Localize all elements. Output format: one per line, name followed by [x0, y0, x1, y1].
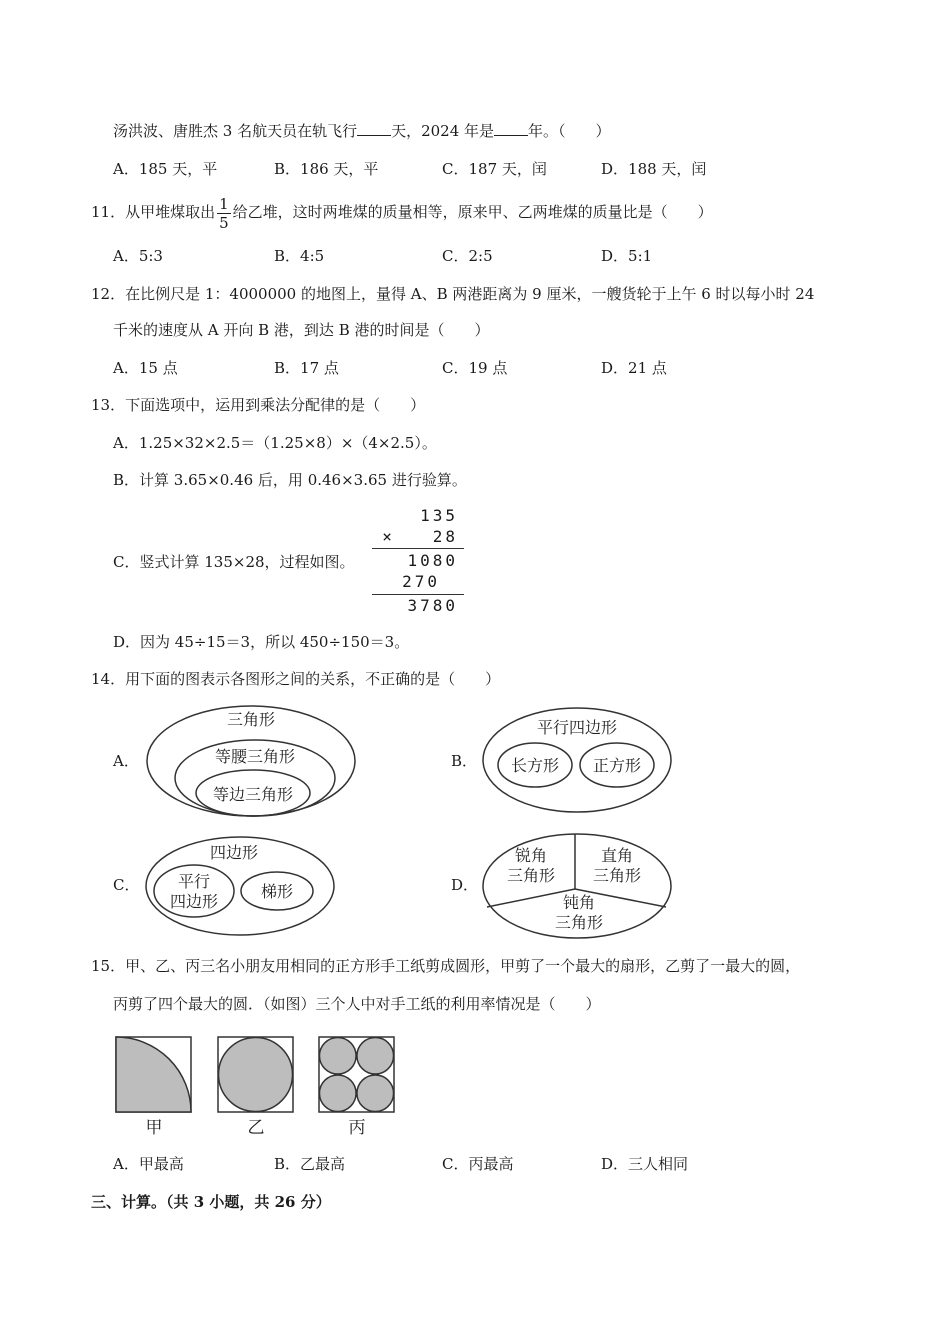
vertical-row-product: 3780: [407, 596, 458, 615]
q12-option-b: B．17 点: [274, 359, 339, 377]
q14-diagram-a: [143, 703, 359, 819]
figure-bing-circle-4: [357, 1075, 394, 1112]
q14-stem: 14．用下面的图表示各图形之间的关系，不正确的是（ ）: [91, 670, 501, 688]
q12-line-1: 12．在比例尺是 1：4000000 的地图上，量得 A、B 两港距离为 9 厘米，一艘货轮于上午 6 时以每小时 24: [91, 285, 815, 303]
q15-line-1: 15．甲、乙、丙三名小朋友用相同的正方形手工纸剪成圆形，甲剪了一个最大的扇形，乙剪了一最大的圆，: [91, 957, 801, 975]
diagram-a-middle-label: 等腰三角形: [214, 747, 296, 766]
figure-bing-circle-1: [319, 1037, 356, 1074]
q10-option-a: A．185 天，平: [113, 160, 218, 178]
figure-bing: [319, 1037, 394, 1138]
q14-diagram-d: [480, 831, 674, 941]
q13-option-c: C．竖式计算 135×28，过程如图。: [113, 553, 355, 571]
diagram-b-right-label: 正方形: [592, 756, 642, 775]
q10-option-c: C．187 天，闰: [442, 160, 547, 178]
multiplier-value: 28: [432, 527, 458, 546]
q15-option-a: A．甲最高: [113, 1155, 184, 1173]
q11-option-b: B．4:5: [274, 247, 325, 265]
q14-diagram-b: [480, 705, 674, 815]
q10-stem: [113, 121, 611, 141]
q11-fraction-denominator: 5: [219, 213, 229, 232]
q15-figures: [113, 1035, 398, 1140]
diagram-c-right-label: 梯形: [260, 882, 294, 901]
diagram-c-outer-label: 四边形: [209, 843, 259, 862]
q14-diagram-c: [143, 834, 337, 938]
diagram-b-left-label: 长方形: [510, 756, 560, 775]
q14-label-a: A．: [113, 752, 139, 770]
multiply-sign: ×: [382, 527, 395, 546]
q10-blank-1: [357, 121, 391, 136]
q15-option-c: C．丙最高: [442, 1155, 514, 1173]
figure-jia: [116, 1037, 191, 1138]
figure-yi-label: 乙: [247, 1118, 265, 1138]
q11-option-a: A．5:3: [113, 247, 163, 265]
diagram-c-left-label-2: 四边形: [169, 892, 219, 911]
q15-option-b: B．乙最高: [274, 1155, 346, 1173]
q10-option-d: D．188 天，闰: [601, 160, 707, 178]
q12-option-a: A．15 点: [113, 359, 178, 377]
diagram-d-obtuse-label-2: 三角形: [554, 913, 604, 932]
diagram-d-obtuse-label-1: 钝角: [562, 893, 596, 912]
figure-jia-sector: [116, 1037, 191, 1112]
q13-vertical-multiplication: [372, 506, 468, 618]
vertical-row-multiplicand: 135: [420, 506, 458, 525]
figure-yi: [218, 1037, 293, 1138]
diagram-d-acute-label-2: 三角形: [506, 866, 556, 885]
figure-yi-circle: [219, 1038, 293, 1112]
q13-option-b: B．计算 3.65×0.46 后，用 0.46×3.65 进行验算。: [113, 471, 467, 489]
diagram-d-divider-left: [487, 889, 575, 907]
vertical-row-partial-1: 1080: [407, 551, 458, 570]
q11-fraction-numerator: 1: [219, 194, 229, 213]
q13-stem: 13．下面选项中，运用到乘法分配律的是（ ）: [91, 396, 426, 414]
q15-option-d: D．三人相同: [601, 1155, 689, 1173]
q12-line-2: 千米的速度从 A 开向 B 港，到达 B 港的时间是（ ）: [113, 321, 490, 339]
q11-option-d: D．5:1: [601, 247, 653, 265]
section-3-heading: 三、计算。（共 3 小题，共 26 分）: [91, 1193, 331, 1211]
diagram-d-right-label-1: 直角: [600, 846, 634, 865]
q10-blank-2: [494, 121, 528, 136]
diagram-a-outer-label: 三角形: [226, 710, 276, 729]
q14-label-d: D．: [451, 876, 479, 894]
q10-option-b: B．186 天，平: [274, 160, 379, 178]
q13-option-a: A．1.25×32×2.5＝（1.25×8）×（4×2.5）。: [113, 434, 437, 452]
diagram-d-acute-label-1: 锐角: [514, 846, 548, 865]
q10-text-mid: 天，2024 年是: [391, 122, 495, 140]
figure-bing-label: 丙: [348, 1118, 366, 1138]
vertical-row-multiplier: [382, 527, 458, 546]
figure-jia-label: 甲: [145, 1118, 163, 1138]
q11-option-c: C．2:5: [442, 247, 493, 265]
q10-text-before: 汤洪波、唐胜杰 3 名航天员在轨飞行: [113, 122, 358, 140]
q11-stem: [91, 192, 713, 232]
vertical-line-2: [372, 594, 464, 595]
vertical-row-partial-2: 270: [402, 572, 440, 591]
figure-bing-circle-3: [319, 1075, 356, 1112]
q14-label-c: C．: [113, 876, 140, 894]
figure-bing-circle-2: [357, 1037, 394, 1074]
q10-text-after: 年。（ ）: [528, 122, 611, 140]
q11-suffix: 给乙堆，这时两堆煤的质量相等，原来甲、乙两堆煤的质量比是（ ）: [232, 203, 713, 221]
q13-option-d: D．因为 45÷15＝3，所以 450÷150＝3。: [113, 633, 410, 651]
diagram-a-inner-label: 等边三角形: [212, 785, 294, 804]
q14-label-b: B．: [451, 752, 478, 770]
q11-prefix: 11．从甲堆煤取出: [91, 203, 216, 221]
diagram-b-outer-label: 平行四边形: [536, 718, 618, 737]
q12-option-d: D．21 点: [601, 359, 667, 377]
q11-fraction: [217, 195, 231, 232]
vertical-line-1: [372, 548, 464, 549]
diagram-d-right-label-2: 三角形: [592, 866, 642, 885]
q12-option-c: C．19 点: [442, 359, 508, 377]
diagram-c-left-label-1: 平行: [177, 872, 211, 891]
q15-line-2: 丙剪了四个最大的圆．（如图）三个人中对手工纸的利用率情况是（ ）: [113, 995, 601, 1013]
